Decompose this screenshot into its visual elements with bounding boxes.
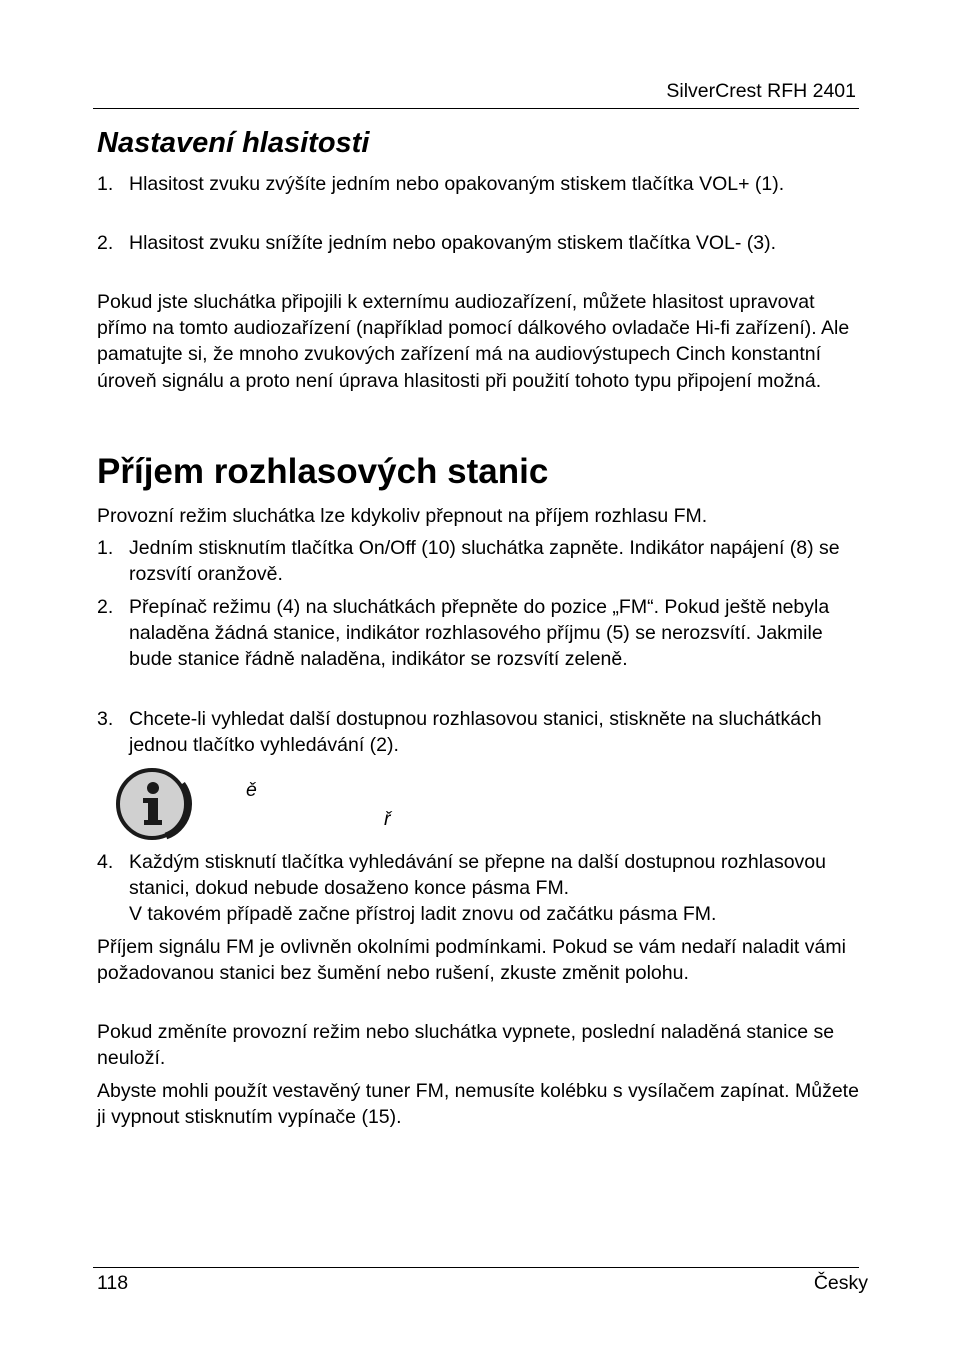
list-number: 4. [97,851,114,873]
list-text: Hlasitost zvuku zvýšíte jedním nebo opakovaným stiskem tlačítka VOL+ (1). [129,173,785,195]
section-heading-radio: Příjem rozhlasových stanic [97,452,549,491]
list-item [97,706,862,758]
language-label: Česky [813,1272,868,1294]
section-heading-volume: Nastavení hlasitosti [97,127,370,159]
info-icon [115,766,193,842]
volume-paragraph: Pokud jste sluchátka připojili k externímu audiozařízení, můžete hlasitost upravovat přímo na tomto audiozařízení (například pomocí dálkového ovladače Hi-fi zařízení). Ale pamatujte si, že mnoho zvukových zařízení má na audiovýstupech Cinch konstantní úroveň signálu a proto není úprava hlasitosti při použití tohoto typu připojení možná. [97,291,850,392]
mode-change-paragraph: Pokud změníte provozní režim nebo sluchátka vypnete, poslední naladěná stanice se neuloží. [97,1021,835,1070]
list-text: Přepínač režimu (4) na sluchátkách přepněte do pozice „FM“. Pokud ještě nebyla naladěna žádná stanice, indikátor rozhlasového příjmu (5) se nerozsvítí. Jakmile bude stanice řádně naladěna, indikátor se rozsvítí zeleně. [129,596,830,671]
list-text: Každým stisknutí tlačítka vyhledávání se přepne na další dostupnou rozhlasovou stanici, dokud nebude dosaženo konce pásma FM. [129,851,826,900]
list-item [97,171,862,197]
list-item [97,594,862,673]
radio-intro: Provozní režim sluchátka lze kdykoliv přepnout na příjem rozhlasu FM. [97,505,708,527]
list-text: Hlasitost zvuku snížíte jedním nebo opakovaným stiskem tlačítka VOL- (3). [129,232,777,254]
tuner-paragraph: Abyste mohli použít vestavěný tuner FM, nemusíte kolébku s vysílačem zapínat. Můžete ji vypnout stisknutím vypínače (15). [97,1080,859,1129]
list-text: Chcete-li vyhledat další dostupnou rozhlasovou stanici, stiskněte na sluchátkách jednou tlačítko vyhledávání (2). [129,708,822,757]
list-number: 2. [97,232,114,254]
fm-signal-paragraph: Příjem signálu FM je ovlivněn okolními podmínkami. Pokud se vám nedaří naladit vámi požadovanou stanici bez šumění nebo rušení, zkuste změnit polohu. [97,936,846,985]
list-item [97,849,862,928]
list-item [97,230,862,256]
list-number: 2. [97,596,114,618]
note-glyph: ě [246,779,257,801]
list-text: V takovém případě začne přístroj ladit znovu od začátku pásma FM. [129,903,717,926]
list-item [97,535,862,587]
list-number: 3. [97,708,114,730]
list-text: Jedním stisknutím tlačítka On/Off (10) sluchátka zapněte. Indikátor napájení (8) se rozsvítí oranžově. [129,537,840,586]
list-number: 1. [97,537,114,559]
header-divider [93,108,859,109]
note-glyph: ř [384,808,391,830]
page-number: 118 [97,1272,129,1294]
footer-divider [93,1267,859,1268]
header-title: SilverCrest RFH 2401 [666,80,856,102]
list-number: 1. [97,173,114,195]
